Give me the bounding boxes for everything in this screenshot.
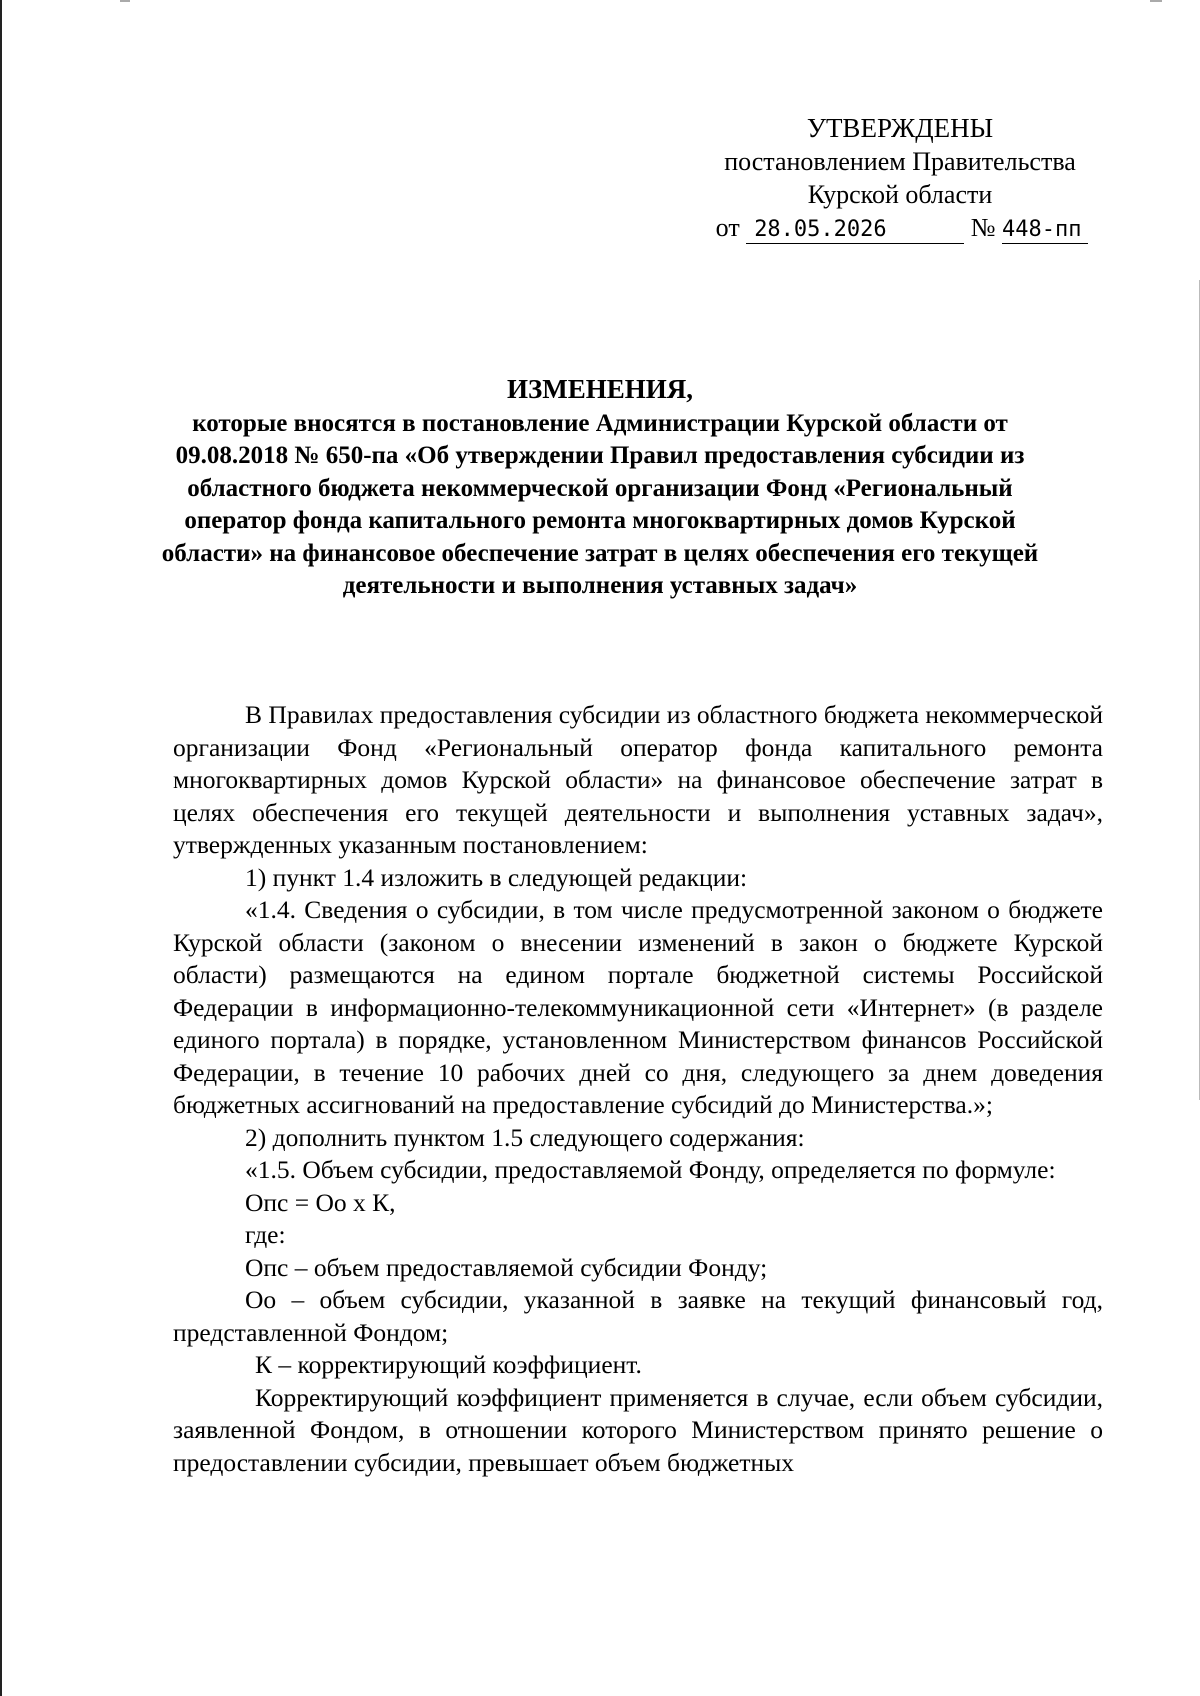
document-body: [173, 699, 1103, 1479]
approval-title: УТВЕРЖДЕНЫ: [806, 113, 994, 143]
definition-oo: Оо – объем субсидии, указанной в заявке на текущий финансовый год, представленной Фондом;: [173, 1285, 1103, 1347]
approval-number: 448-пп: [1002, 217, 1088, 244]
approval-dateline: [700, 211, 1100, 244]
number-prefix: №: [970, 213, 996, 242]
scan-mark-top: [120, 0, 130, 2]
approval-stamp-block: [700, 112, 1100, 244]
formula: Опс = Оо х К,: [245, 1187, 396, 1217]
item-2-heading: 2) дополнить пунктом 1.5 следующего содержания:: [245, 1122, 805, 1152]
approval-date: 28.05.2026: [746, 217, 964, 244]
closing-paragraph: Корректирующий коэффициент применяется в случае, если объем субсидии, заявленной Фондом, в отношении которого Министерством принято решение о предоставлении субсидии, превышает объем бюджетных: [173, 1382, 1103, 1477]
date-prefix: от: [715, 213, 740, 242]
document-title: ИЗМЕНЕНИЯ,: [506, 374, 693, 404]
approval-line-region: Курской области: [807, 180, 993, 209]
item-1-heading: 1) пункт 1.4 изложить в следующей редакции:: [245, 862, 748, 892]
scan-border-left: [0, 0, 2, 1696]
scan-mark-top-right: [1150, 0, 1162, 2]
approval-line-authority: постановлением Правительства: [724, 147, 1076, 176]
document-subtitle: которые вносятся в постановление Администрации Курской области от 09.08.2018 № 650-па «Об утверждении Правил предоставления субсидии из областного бюджета некоммерческой организации Фонд «Региональный оператор фонда капитального ремонта многоквартирных домов Курской области» на финансовое обеспечение затрат в целях обеспечения его текущей деятельности и выполнения уставных задач»: [161, 409, 1039, 599]
definition-k: К – корректирующий коэффициент.: [255, 1350, 642, 1379]
intro-paragraph: В Правилах предоставления субсидии из областного бюджета некоммерческой организации Фонд «Региональный оператор фонда капитального ремонта многоквартирных домов Курской области» на финансовое обеспечение затрат в целях обеспечения его текущей деятельности и выполнения уставных задач», утвержденных указанным постановлением:: [173, 700, 1103, 859]
document-heading: [150, 373, 1050, 603]
item-1-text: «1.4. Сведения о субсидии, в том числе предусмотренной законом о бюджете Курской области (законом о внесении изменений в закон о бюджете Курской области) размещаются на едином портале бюджетной системы Российской Федерации в информационно-телекоммуникационной сети «Интернет» (в разделе единого портала) в порядке, установленном Министерством финансов Российской Федерации, в течение 10 рабочих дней со дня, следующего за днем доведения бюджетных ассигнований на предоставление субсидий до Министерства.»;: [173, 895, 1103, 1119]
item-2-text: «1.5. Объем субсидии, предоставляемой Фонду, определяется по формуле:: [245, 1155, 1056, 1184]
formula-where: где:: [245, 1220, 286, 1249]
definition-ops: Опс – объем предоставляемой субсидии Фонду;: [245, 1252, 768, 1282]
